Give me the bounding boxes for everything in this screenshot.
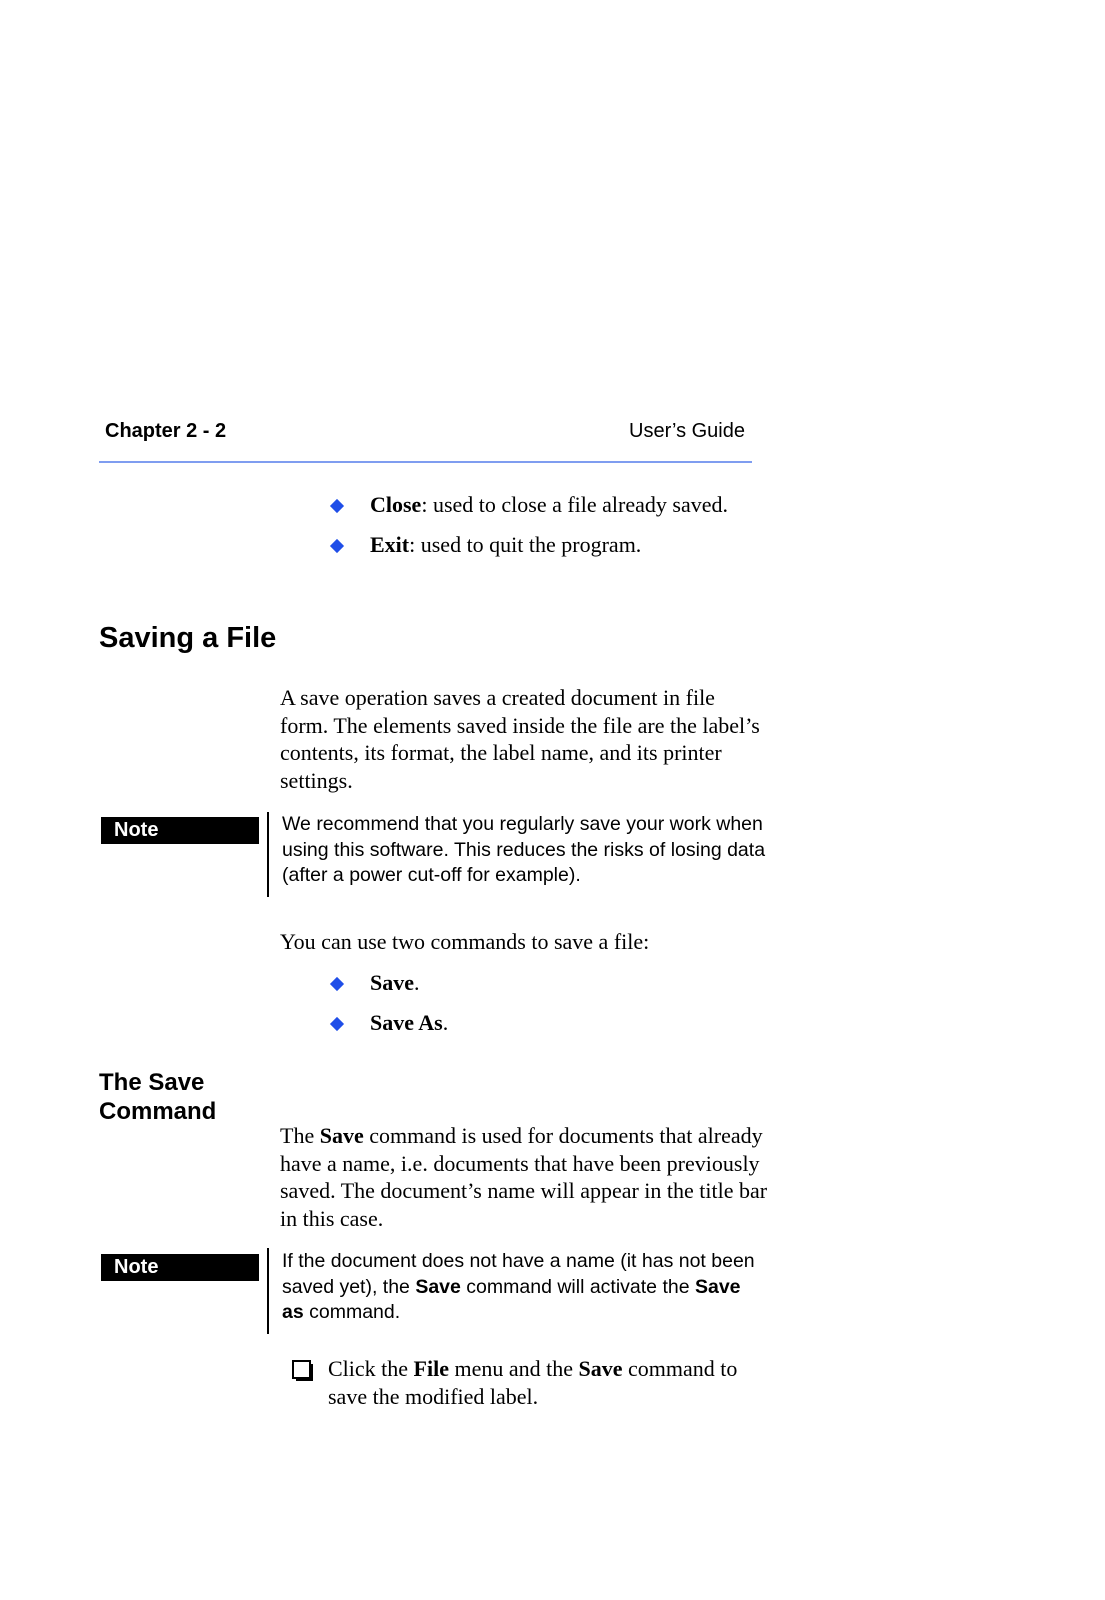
diamond-bullet-icon [330, 1017, 344, 1031]
body-paragraph [280, 1122, 775, 1232]
diamond-bullet-icon [330, 539, 344, 553]
bullet-term: Save [370, 970, 414, 995]
text-run: command to save the modified label. [328, 1356, 738, 1409]
text-run: The [280, 1123, 320, 1148]
bullet-text [370, 1010, 448, 1036]
text-run: command. [303, 1301, 401, 1323]
diamond-bullet-icon [330, 499, 344, 513]
step-text [328, 1355, 758, 1410]
note-text: We recommend that you regularly save your work when using this software. This reduces the risks of losing data (after a power cut-off for example). [282, 813, 766, 886]
body-paragraph: A save operation saves a created document in file form. The elements saved inside the file are the label’s contents, its format, the label name, and its printer settings. [280, 685, 760, 793]
bullet-description: . [442, 1010, 449, 1035]
note-label: Note [101, 1254, 259, 1281]
header-divider [99, 461, 752, 463]
chapter-page-number: Chapter 2 - 2 [105, 420, 227, 442]
text-run: If the document does not have a name (it has not been saved yet), the [282, 1250, 755, 1298]
bullet-text [370, 970, 420, 996]
bullet-text [370, 492, 728, 518]
menu-name: File [413, 1356, 449, 1381]
bullet-term: Save As [370, 1010, 443, 1035]
text-run: command is used for documents that already have a name, i.e. documents that have been previously saved. The document’s name will appear in the title bar in this case. [280, 1123, 768, 1231]
section-title: Saving a File [99, 622, 277, 654]
bullet-description: . [414, 970, 420, 995]
note-divider [267, 812, 269, 897]
bullet-text [370, 532, 641, 558]
command-name: Save [415, 1275, 461, 1298]
running-title: User’s Guide [629, 420, 745, 442]
subsection-title: The Save Command [99, 1069, 217, 1125]
bullet-term: Close [370, 492, 422, 517]
command-name: Save [578, 1356, 623, 1381]
text-run: command will activate the [460, 1275, 695, 1298]
bullet-term: Exit [370, 532, 410, 557]
note-label: Note [101, 817, 259, 844]
text-run: menu and the [448, 1356, 579, 1381]
bullet-description: : used to close a file already saved. [421, 492, 728, 517]
body-paragraph: You can use two commands to save a file: [280, 929, 650, 954]
note-text [282, 1249, 767, 1326]
note-divider [267, 1248, 269, 1334]
bullet-description: : used to quit the program. [409, 532, 642, 557]
text-run: Click the [328, 1356, 414, 1381]
step-checkbox-icon [292, 1360, 311, 1379]
command-name: Save as [282, 1275, 741, 1323]
command-name: Save [319, 1123, 364, 1148]
diamond-bullet-icon [330, 977, 344, 991]
